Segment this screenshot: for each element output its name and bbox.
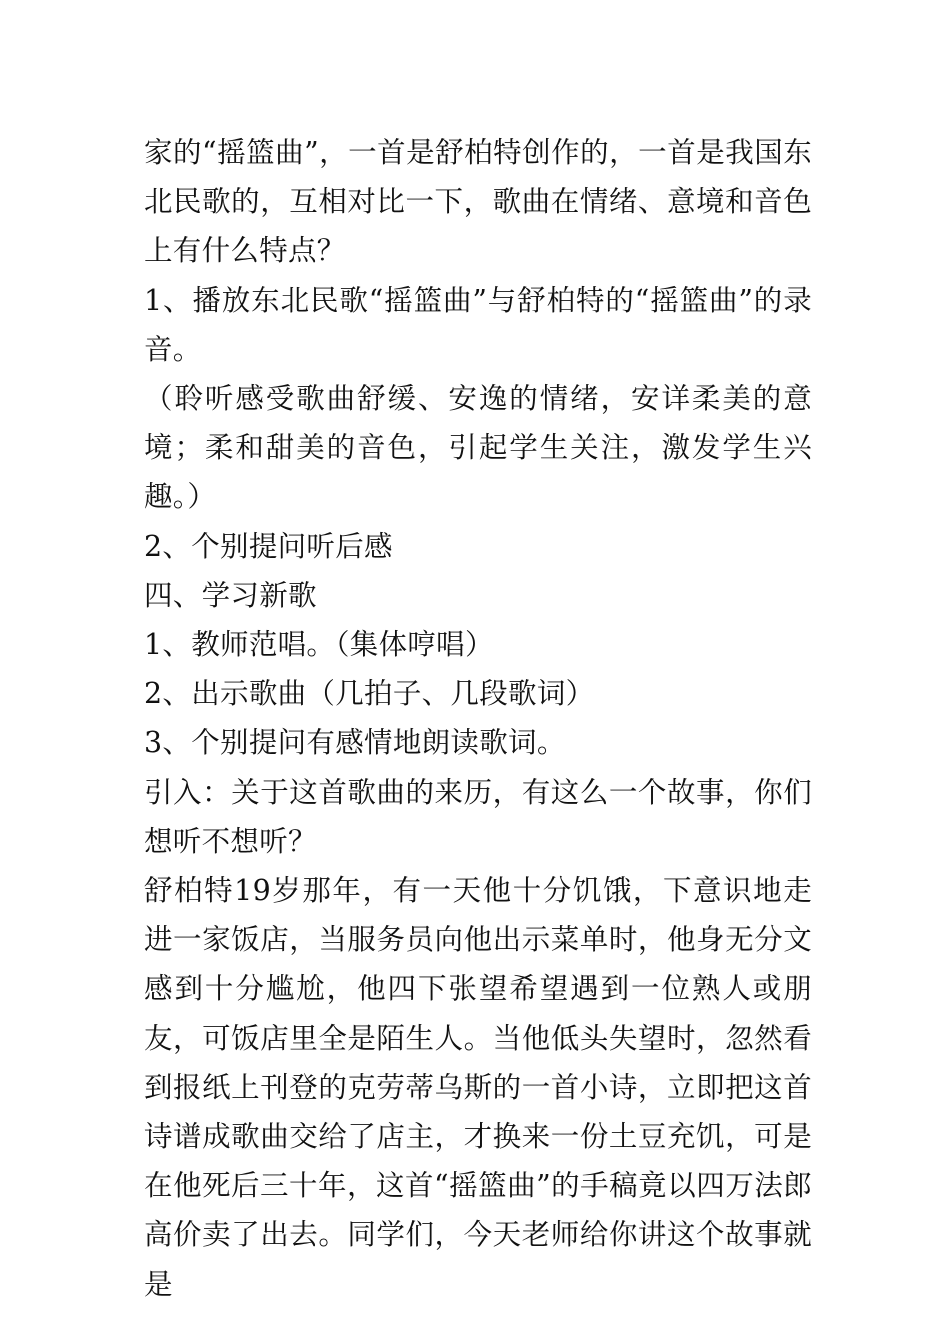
section-heading-learn-new-song: 四、学习新歌 [144,578,317,612]
paragraph-read-lyrics: 3、个别提问有感情地朗读歌词。 [144,726,566,760]
paragraph-introduction: 引入：关于这首歌曲的来历，有这么一个故事，你们想听不想听？ [144,775,812,858]
paragraph-show-song: 2、出示歌曲（几拍子、几段歌词） [144,677,595,711]
paragraph-schubert-story: 舒柏特19岁那年，有一天他十分饥饿，下意识地走进一家饭店，当服务员向他出示菜单时，他身无分文感到十分尴尬，他四下张望希望遇到一位熟人或朋友，可饭店里全是陌生人。当他低头失望时，忽然看到报纸上刊登的克劳蒂乌斯的一首小诗，立即把这首诗谱成歌曲交给了店主，才换来一份土豆充饥，可是在他死后三十年，这首“摇篮曲”的手稿竟以四万法郎高价卖了出去。同学们，今天老师给你讲这个故事就是 [144,874,812,1301]
paragraph-play-recording: 1、播放东北民歌“摇篮曲”与舒柏特的“摇篮曲”的录音。 [144,283,812,366]
paragraph-individual-question: 2、个别提问听后感 [144,529,393,563]
paragraph-listening-note: （聆听感受歌曲舒缓、安逸的情绪，安详柔美的意境；柔和甜美的音色，引起学生关注，激发学生兴趣。） [144,382,812,514]
paragraph-teacher-demo: 1、教师范唱。（集体哼唱） [144,628,494,662]
paragraph-song-comparison: 家的“摇篮曲”，一首是舒柏特创作的，一首是我国东北民歌的，互相对比一下，歌曲在情绪、意境和音色上有什么特点？ [144,136,812,268]
document-body [144,128,812,1309]
